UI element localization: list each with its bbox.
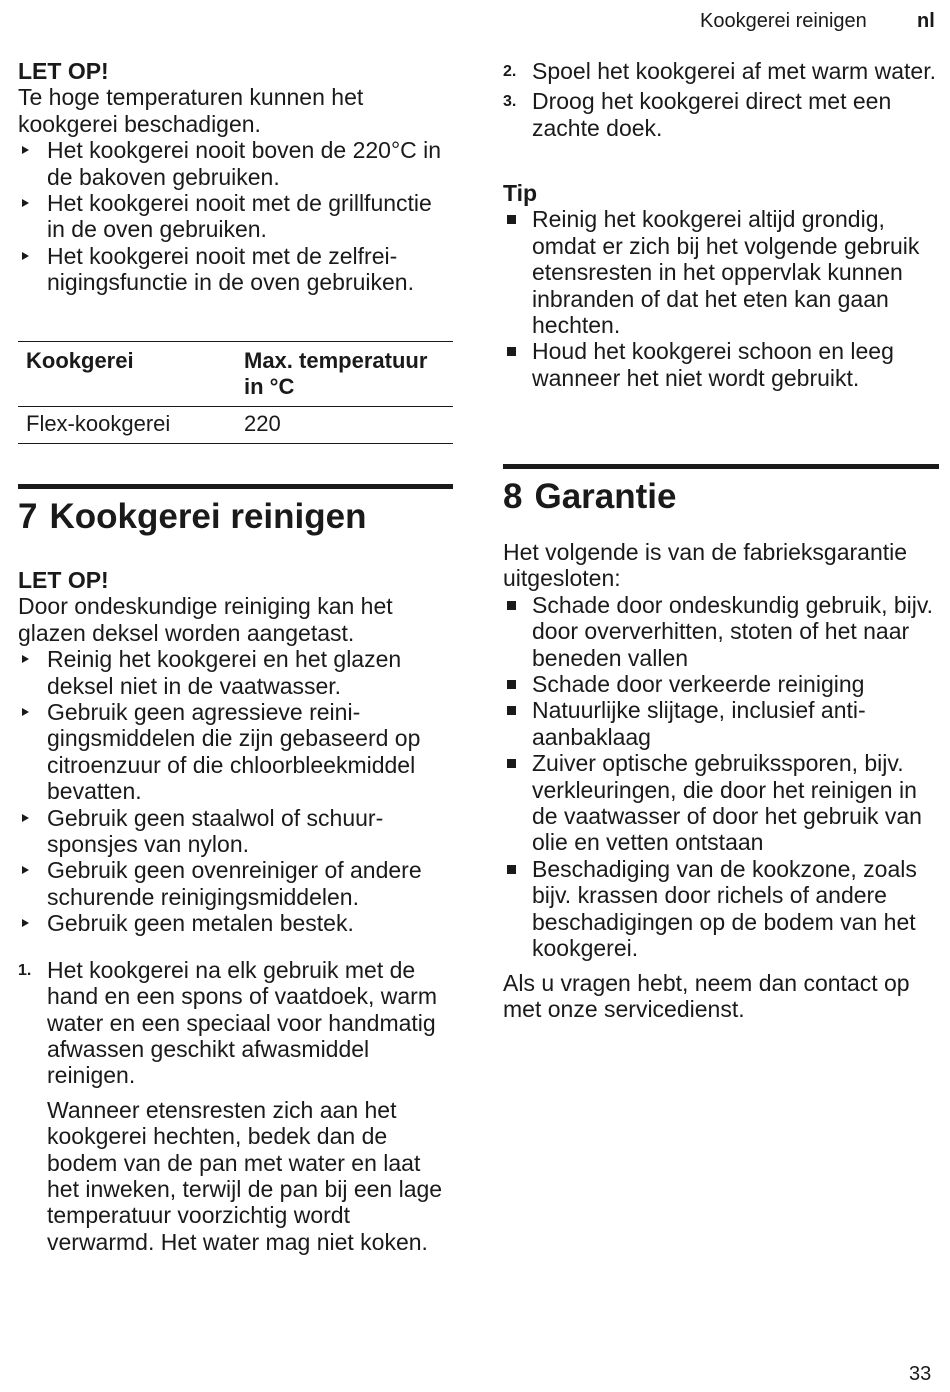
section-divider — [503, 464, 939, 469]
tip-bullet: Houd het kookgerei schoon en leeg wanneer het niet wordt gebruikt. — [503, 338, 939, 391]
page-number: 33 — [909, 1363, 932, 1385]
warning-bullet-list — [18, 137, 453, 295]
step-number: 3. — [503, 93, 517, 111]
warning-title: LET OP! — [18, 567, 109, 593]
step-item — [18, 957, 453, 1255]
exclusion-item: Schade door verkeerde reiniging — [503, 671, 939, 697]
warning-box-temperature — [18, 58, 453, 296]
warning-bullet: Gebruik geen staalwol of schuursponsjes van nylon. — [18, 805, 453, 858]
warning-bullet: Het kookgerei nooit met de grillfunctie in de oven gebruiken. — [18, 190, 453, 243]
section-title: Garantie — [534, 477, 677, 516]
warning-text: Door ondeskundige reiniging kan het glazen deksel worden aangetast. — [18, 593, 393, 646]
step-text: Droog het kookgerei direct met een zachte doek. — [532, 88, 892, 141]
warning-bullet: Gebruik geen ovenreiniger of andere schurende reinigingsmiddelen. — [18, 857, 453, 910]
table-header-cell: Max. temperatuur in °C — [244, 348, 428, 399]
warranty-exclusion-list — [503, 592, 939, 962]
language-code: nl — [917, 10, 935, 32]
table-cell: Flex-kookgerei — [26, 411, 171, 436]
section-intro: Het volgende is van de fabrieksgarantie uitgesloten: — [503, 539, 908, 592]
section-heading — [503, 477, 939, 517]
exclusion-item: Beschadiging van de kookzone, zoals bijv. krassen door richels of andere beschadigingen op de bodem van het kookgerei. — [503, 856, 939, 962]
running-header-title: Kookgerei reinigen — [700, 10, 867, 32]
section-7 — [18, 484, 453, 1255]
warning-box-cleaning — [18, 567, 453, 937]
section-8 — [503, 464, 939, 1022]
table-header-cell: Kookgerei — [26, 348, 134, 373]
step-number: 2. — [503, 63, 517, 80]
section-number: 7 — [18, 497, 38, 536]
step-note: Wanneer etensresten zich aan het kookgerei hechten, bedek dan de bodem van de pan met water en laat het inweken, terwijl de pan bij een lage temperatuur voorzichtig wordt verwarmd. Het water mag niet koken. — [47, 1096, 443, 1255]
warning-bullet: Gebruik geen metalen bestek. — [18, 910, 453, 936]
temperature-table-wrapper — [18, 341, 453, 444]
section-heading — [18, 497, 453, 537]
warning-bullet: Gebruik geen agressieve reinigingsmiddelen die zijn gebaseerd op citroenzuur of die chloorbleekmiddel bevatten. — [18, 699, 453, 805]
tip-bullet: Reinig het kookgerei altijd grondig, omdat er zich bij het volgende gebruik etensresten in het oppervlak kunnen inbranden of dat het eten kan gaan hechten. — [503, 206, 939, 338]
warning-bullet-list — [18, 646, 453, 936]
warning-title: LET OP! — [18, 58, 109, 84]
table-cell: 220 — [244, 411, 281, 436]
section-divider — [18, 484, 453, 489]
warning-bullet: Reinig het kookgerei en het glazen deksel niet in de vaatwasser. — [18, 646, 453, 699]
table-header-row — [18, 342, 453, 407]
section-closing: Als u vragen hebt, neem dan contact op met onze servicedienst. — [503, 969, 910, 1022]
exclusion-item: Zuiver optische gebruikssporen, bijv. verkleuringen, die door het reinigen in de vaatwasser of door het gebruik van olie en vetten ontstaan — [503, 750, 939, 856]
warning-bullet: Het kookgerei nooit boven de 220°C in de bakoven gebruiken. — [18, 137, 453, 190]
tip-title: Tip — [503, 180, 538, 206]
step-item — [503, 88, 939, 141]
step-number: 1. — [18, 961, 32, 979]
section-number: 8 — [503, 477, 523, 516]
step-item — [503, 58, 939, 84]
cleaning-steps-continued — [503, 58, 939, 141]
warning-bullet: Het kookgerei nooit met de zelfreinigingsfunctie in de oven gebruiken. — [18, 243, 453, 296]
tip-bullet-list — [503, 206, 939, 391]
warning-text: Te hoge temperaturen kunnen het kookgerei beschadigen. — [18, 84, 364, 137]
step-text: Het kookgerei na elk gebruik met de hand en een spons of vaatdoek, warm water en een speciaal voor handmatig afwassen geschikt afwasmiddel reinigen. — [47, 956, 437, 1089]
tip-box — [503, 180, 939, 391]
temperature-table — [18, 341, 453, 444]
table-row — [18, 407, 453, 444]
cleaning-steps — [18, 957, 453, 1255]
step-text: Spoel het kookgerei af met warm water. — [532, 58, 936, 84]
section-title: Kookgerei reinigen — [49, 497, 367, 536]
exclusion-item: Schade door ondeskundig gebruik, bijv. door oververhitten, stoten of het naar beneden vallen — [503, 592, 939, 671]
exclusion-item: Natuurlijke slijtage, inclusief antiaanbaklaag — [503, 697, 939, 750]
